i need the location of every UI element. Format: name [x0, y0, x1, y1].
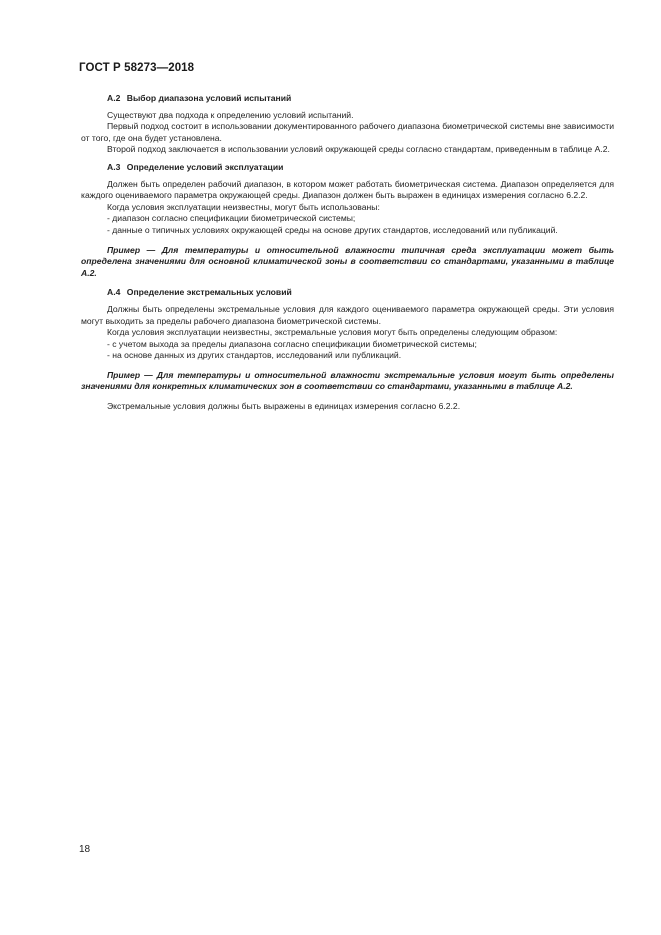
page-number: 18 — [79, 844, 91, 855]
section-heading-a4 — [81, 287, 614, 299]
paragraph: Экстремальные условия должны быть выражены в единицах измерения согласно 6.2.2. — [107, 401, 461, 412]
section-heading-a3 — [81, 162, 614, 174]
list-item: - диапазон согласно спецификации биометрической системы; — [107, 213, 356, 224]
list-item: - данные о типичных условиях окружающей среды на основе других стандартов, исследований или публикаций. — [107, 224, 558, 235]
list-item: - с учетом выхода за пределы диапазона согласно спецификации биометрической системы; — [107, 338, 477, 349]
list-item: - на основе данных из других стандартов, исследований или публикаций. — [107, 350, 402, 361]
example-note: Пример — Для температуры и относительной влажности экстремальные условия могут быть определены значениями для конкретных климатических зон в соответствии со стандартами, указанными в таблице А.2. — [81, 369, 614, 392]
paragraph: Первый подход состоит в использовании документированного рабочего диапазона биометрической системы вне зависимости от того, где она будет установлена. — [81, 121, 614, 143]
paragraph: Когда условия эксплуатации неизвестны, могут быть использованы: — [107, 201, 380, 212]
document-header: ГОСТ Р 58273—2018 — [79, 62, 195, 74]
document-body — [81, 93, 614, 413]
paragraph: Когда условия эксплуатации неизвестны, экстремальные условия могут быть определены следующим образом: — [107, 327, 558, 338]
paragraph: Должны быть определены экстремальные условия для каждого оцениваемого параметра окружающей среды. Эти условия могут выходить за пределы рабочего диапазона биометрической системы. — [81, 303, 614, 326]
section-number: А.2 — [107, 93, 121, 103]
paragraph: Должен быть определен рабочий диапазон, в котором может работать биометрическая система. Диапазон определяется для каждого оцениваемого параметра окружающей среды. Диапазон должен быть выражен в единицах измерения согласно 6.2.2. — [81, 178, 614, 201]
section-title: Выбор диапазона условий испытаний — [126, 93, 292, 103]
example-note: Пример — Для температуры и относительной влажности типичная среда эксплуатации может быть определена значениями для основной климатической зоны в соответствии со стандартами, указанными в таблице А.2. — [81, 244, 614, 278]
section-number: А.3 — [107, 161, 121, 172]
section-heading-a2 — [81, 93, 614, 105]
section-title: Определение экстремальных условий — [126, 287, 292, 298]
paragraph: Существуют два подхода к определению условий испытаний. — [107, 109, 354, 120]
section-number: А.4 — [107, 287, 121, 298]
paragraph: Второй подход заключается в использовании условий окружающей среды согласно стандартам, приведенным в таблице А.2. — [107, 144, 610, 155]
section-title: Определение условий эксплуатации — [126, 161, 284, 172]
